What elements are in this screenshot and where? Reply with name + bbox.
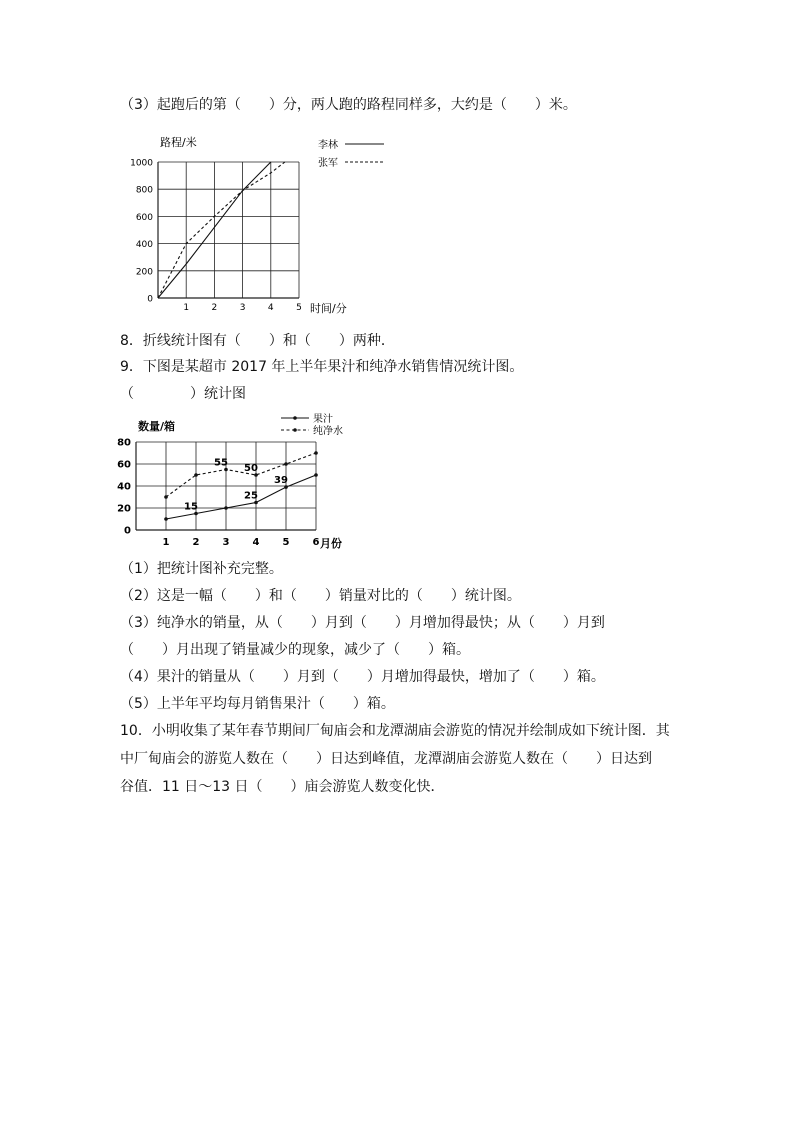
question-8: 8．折线统计图有（ ）和（ ）两种． [120,333,395,349]
c1-x-tick-label: 1 [183,303,190,313]
question-9-sub-3-cont: （ ）月出现了销量减少的现象，减少了（ ）箱。 [120,642,470,658]
c2-legend-marker [293,416,297,420]
question-10-line-1: 10．小明收集了某年春节期间厂甸庙会和龙潭湖庙会游览的情况并绘制成如下统计图．其 [120,723,670,739]
c2-data-point [314,473,318,477]
c2-data-point [164,495,168,499]
chart2-x-axis-label: 月份 [320,537,342,550]
chart1-x-axis-label: 时间/分 [310,302,347,315]
c2-y-tick-label: 0 [124,525,131,537]
c1-x-tick-label: 2 [211,303,218,313]
c2-y-tick-label: 80 [117,437,131,449]
c2-x-tick-label: 5 [282,537,290,548]
question-7-3: （3）起跑后的第（ ）分，两人跑的路程同样多，大约是（ ）米。 [120,97,577,113]
c1-series-line-1 [158,162,285,298]
c2-x-tick-label: 6 [312,537,320,548]
c2-legend-label: 纯净水 [313,426,343,437]
c2-series-line-1 [166,453,316,497]
c1-y-tick-label: 600 [135,212,153,223]
c1-x-tick-label: 5 [296,303,302,313]
c2-data-label: 39 [274,475,288,487]
c2-x-tick-label: 2 [192,537,200,548]
c2-y-tick-label: 20 [117,503,131,515]
c2-data-label: 15 [184,501,198,513]
c1-x-tick-label: 3 [239,303,246,313]
question-9: 9．下图是某超市 2017 年上半年果汁和纯净水销售情况统计图。 [120,359,524,375]
question-10-line-2: 中厂甸庙会的游览人数在（ ）日达到峰值，龙潭湖庙会游览人数在（ ）日达到 [120,751,652,767]
chart1-y-axis-label: 路程/米 [160,136,197,149]
c2-data-label: 55 [214,457,228,469]
distance-time-chart [118,128,398,320]
c2-data-point [284,462,288,466]
question-9-sub-3: （3）纯净水的销量，从（ ）月到（ ）月增加得最快；从（ ）月到 [120,615,605,631]
c2-legend-marker [293,428,297,432]
c2-legend-label: 果汁 [313,414,333,425]
c2-data-point [224,506,228,510]
c2-data-point [314,451,318,455]
question-9-blank: （ ）统计图 [120,386,246,402]
c2-data-label: 50 [244,463,258,474]
c2-x-tick-label: 1 [162,537,170,548]
c1-y-tick-label: 400 [135,240,153,251]
c1-y-tick-label: 200 [135,267,153,278]
c2-y-tick-label: 40 [117,481,131,493]
question-9-sub-1: （1）把统计图补充完整。 [120,561,283,577]
c2-data-label: 25 [244,490,258,502]
question-9-sub-4: （4）果汁的销量从（ ）月到（ ）月增加得最快，增加了（ ）箱。 [120,669,605,685]
question-9-sub-2: （2）这是一幅（ ）和（ ）销量对比的（ ）统计图。 [120,588,521,604]
sales-line-chart [116,410,366,552]
c1-legend-label: 张军 [318,158,338,169]
question-9-sub-5: （5）上半年平均每月销售果汁（ ）箱。 [120,696,395,712]
c2-y-tick-label: 60 [117,459,131,471]
c1-y-tick-label: 1000 [130,158,153,169]
c2-data-point [194,473,198,477]
c2-data-point [164,517,168,521]
c1-x-tick-label: 4 [267,303,274,313]
question-10-line-3: 谷值．11 日～13 日（ ）庙会游览人数变化快． [120,779,445,795]
c2-x-tick-label: 3 [222,537,230,548]
c2-x-tick-label: 4 [252,537,260,548]
c1-y-tick-label: 0 [147,294,153,305]
c1-y-tick-label: 800 [135,185,153,196]
chart2-y-axis-label: 数量/箱 [138,420,176,433]
c1-legend-label: 李林 [318,140,338,151]
